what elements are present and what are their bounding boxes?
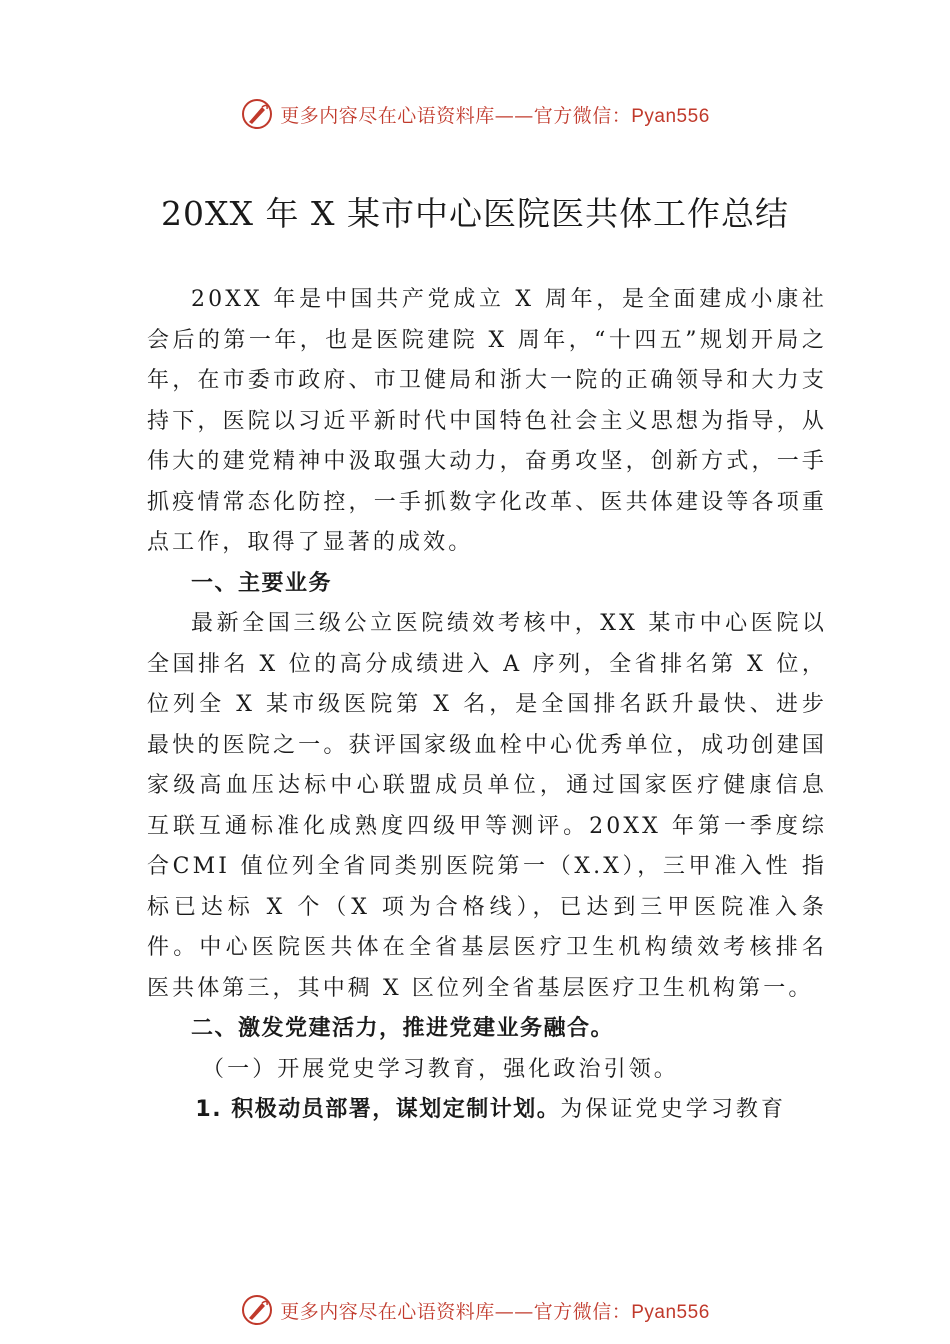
banner-wechat-label: 官方微信： [533,104,632,127]
intro-paragraph: 20XX 年是中国共产党成立 X 周年，是全面建成小康社会后的第一年，也是医院建院 X 周年，“十四五”规划开局之年，在市委市政府、市卫健局和浙大一院的正确领导和大力支持下，医院以习近平新时代中国特色社会主义思想为指导，从伟大的建党精神中汲取强大动力，奋勇攻坚，创新方式，一手抓疫情常态化防控，一手抓数字化改革、医共体建设等各项重点工作，取得了显著的成效。 [147,287,827,555]
banner-text [280,101,710,128]
document-title: 20XX 年 X 某市中心医院医共体工作总结 [161,194,789,233]
item1-text: 为保证党史学习教育 [560,1097,787,1122]
section1-paragraph: 最新全国三级公立医院绩效考核中，XX 某市中心医院以全国排名 X 位的高分成绩进入 A 序列，全省排名第 X 位， 位列全 X 某市级医院第 X 名，是全国排名跃升最快、进步最快的医院之一。获评国家级血栓中心优秀单位，成功创建国家级高血压达标中心联盟成员单位，通过国家医疗健康信息 互联互通标准化成熟度四级甲等测评。20XX 年第一季度综合CMI 值位列全省同类别医院第一（X.X），三甲准入性 指标已达标 X 个（X 项为合格线），已达到三甲医院准入条件。中心医院医共体在全省基层医疗卫生机构绩效考核排名 医共体第三，其中稠 X 区位列全省基层医疗卫生机构第一。 [147,611,827,1001]
banner-dash: —— [494,1300,534,1323]
banner-account: Pyan556 [631,1301,710,1323]
top-watermark-banner [0,94,950,134]
item1-bold-lead: 1. 积极动员部署，谋划定制计划。 [195,1097,561,1122]
item1-paragraph [147,1090,827,1131]
bottom-watermark-banner [0,1290,950,1330]
banner-text [280,1297,710,1324]
banner-main-text: 更多内容尽在心语资料库 [280,104,495,127]
section1-heading: 一、主要业务 [191,570,333,596]
document-body [147,280,827,1131]
banner-account: Pyan556 [631,105,710,127]
quill-logo-icon [240,97,274,131]
banner-dash: —— [494,104,534,127]
section2-heading: 二、激发党建活力，推进党建业务融合。 [191,1016,615,1041]
subsection1-heading: （一）开展党史学习教育，强化政治引领。 [202,1056,679,1082]
banner-main-text: 更多内容尽在心语资料库 [280,1300,495,1323]
banner-wechat-label: 官方微信： [533,1300,632,1323]
quill-logo-icon [240,1293,274,1327]
